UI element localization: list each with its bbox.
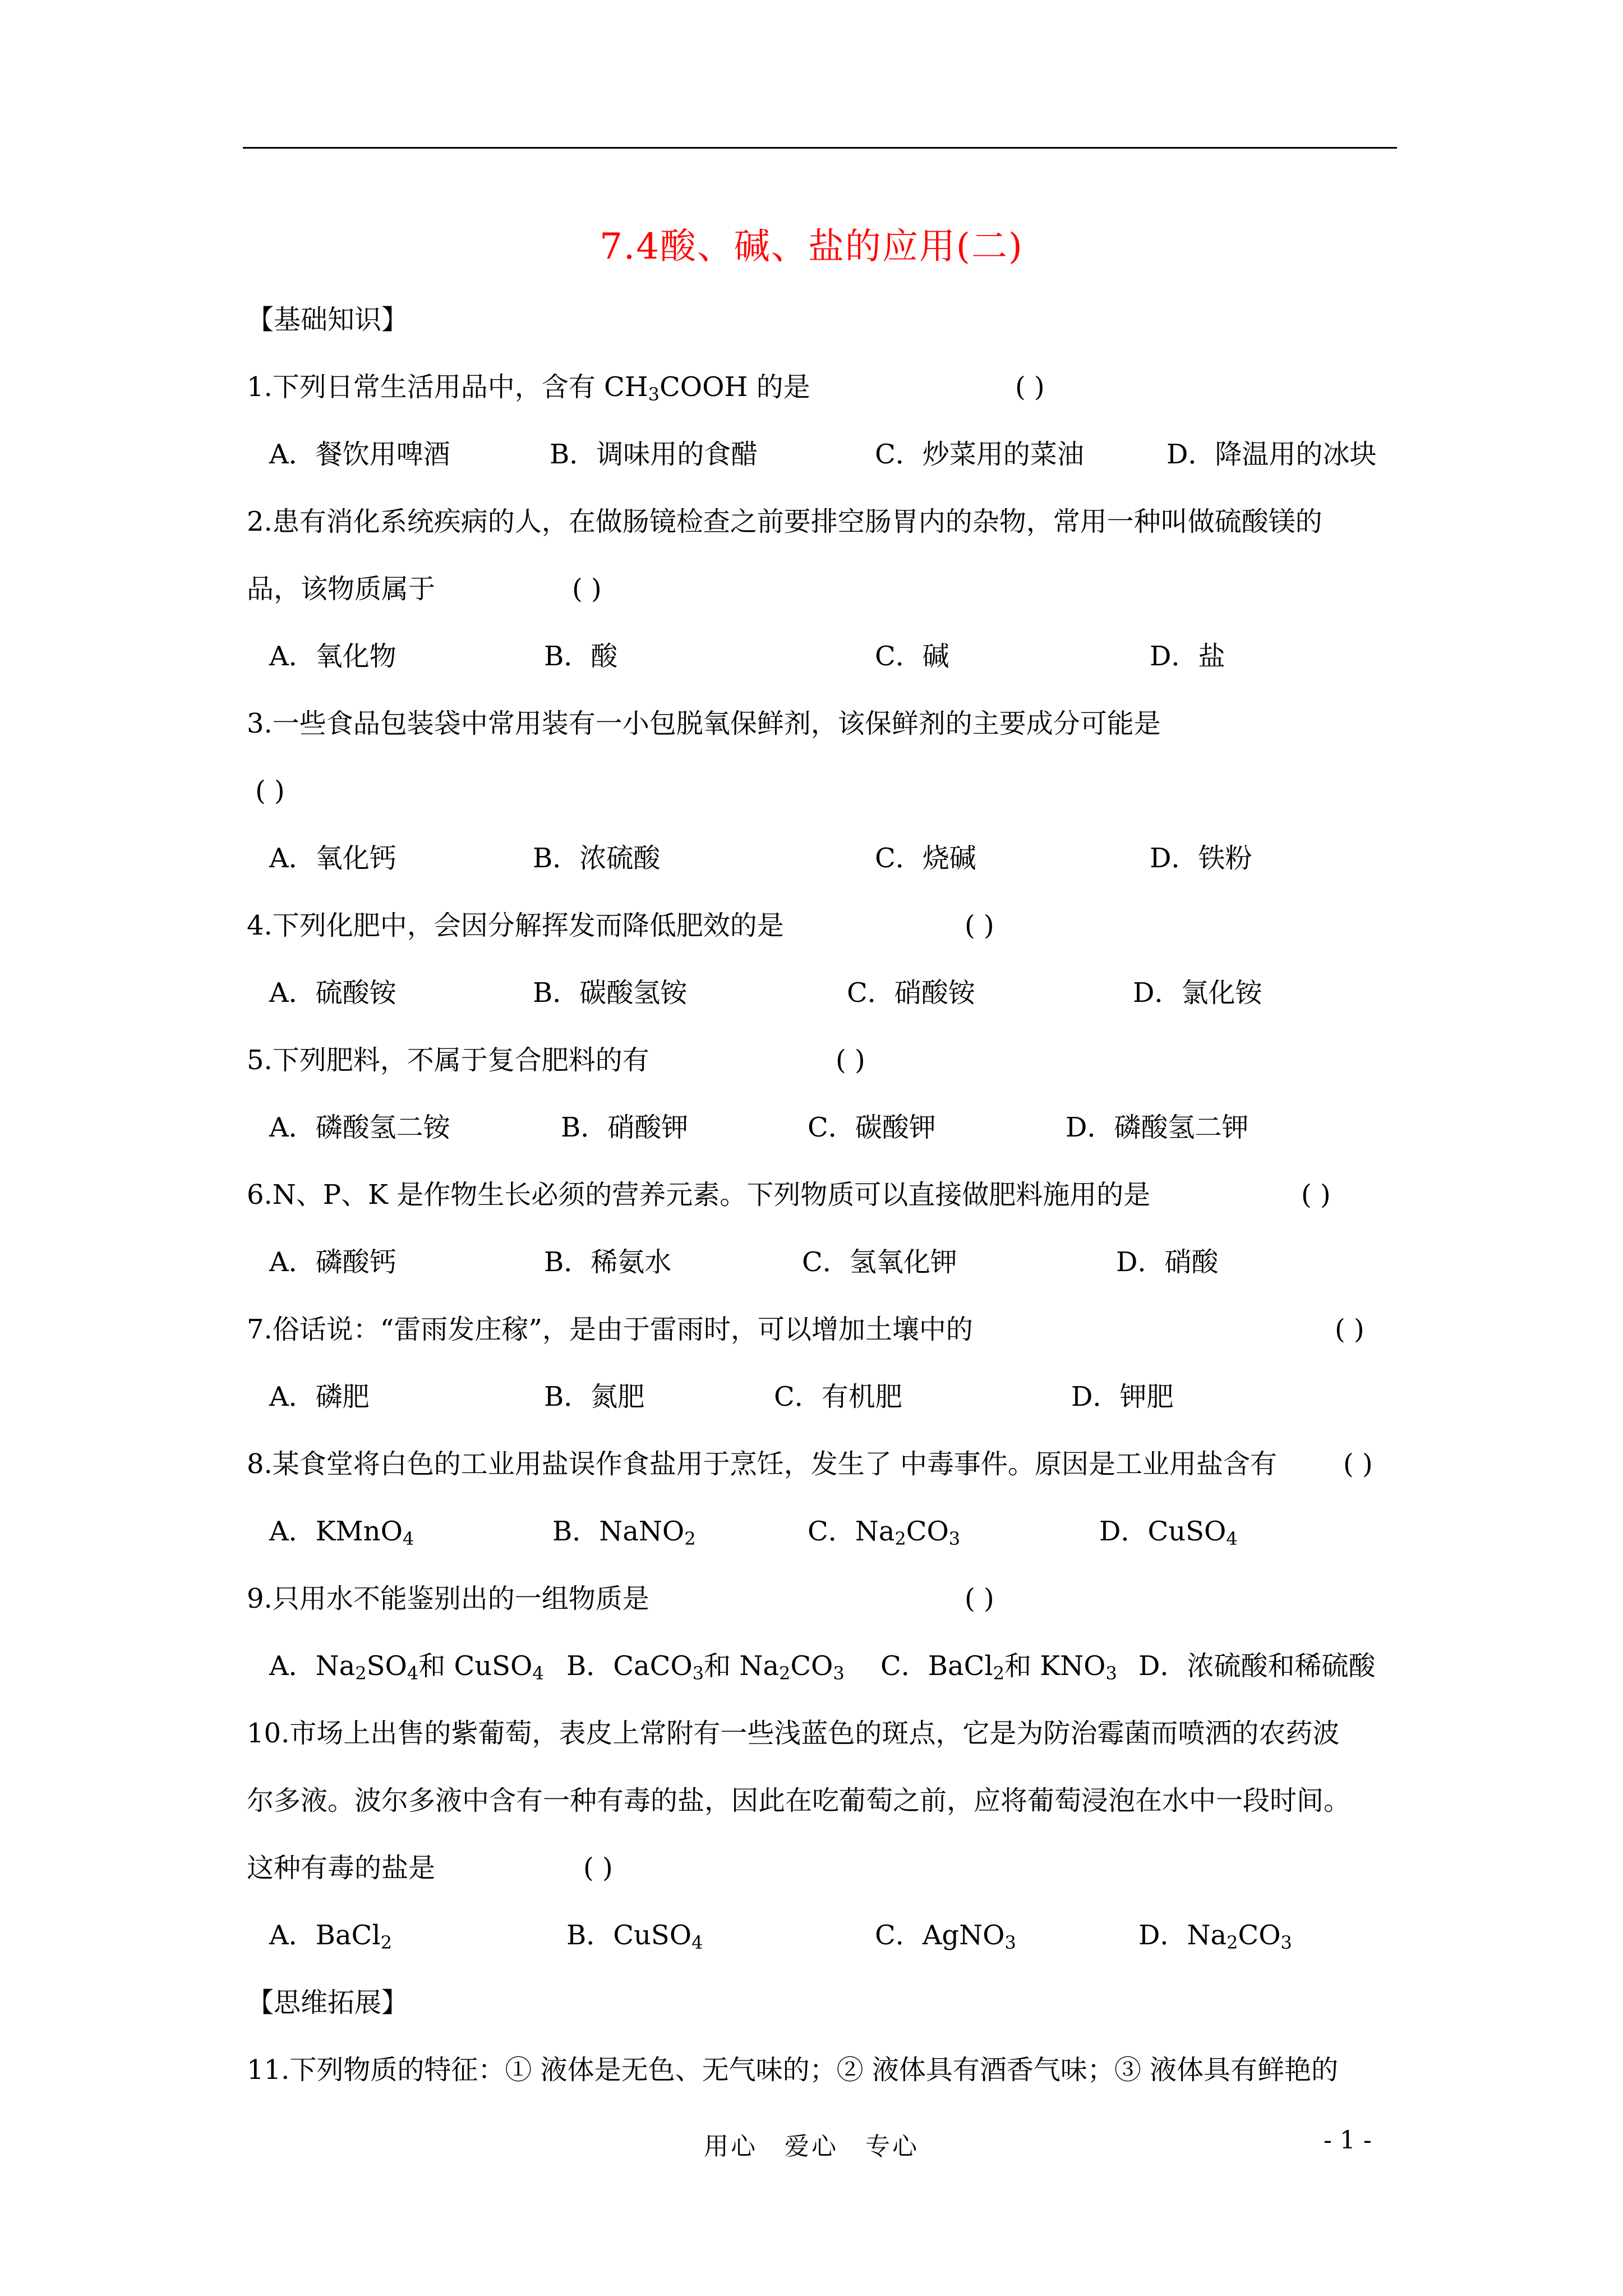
q9-option-c: C．BaCl$_2$和 $KNO_3$ [880, 1650, 1117, 1684]
q5-option-d: D．磷酸氢二钾 [1066, 1112, 1249, 1143]
question-6-stem: 6.N、P、K 是作物生长必须的营养元素。下列物质可以直接做肥料施用的是 [247, 1179, 1151, 1211]
question-10-stem-line2: 尔多液。波尔多液中含有一种有毒的盐，因此在吃葡萄之前，应将葡萄浸泡在水中一段时间。 [247, 1785, 1351, 1816]
q9-option-b: B．CaCO$_3$和 $Na_2CO_3$ [566, 1650, 845, 1684]
answer-blank: ( ) [1335, 1314, 1364, 1345]
q7-option-c: C．有机肥 [774, 1381, 902, 1412]
q2-option-a: A．氧化物 [269, 641, 396, 672]
q3-option-b: B．浓硫酸 [533, 843, 661, 874]
q9-option-d: D．浓硫酸和稀硫酸 [1138, 1650, 1376, 1682]
page-title: 7.4酸、碱、盐的应用(二) [600, 226, 1023, 268]
q4-option-a: A．硫酸铵 [269, 977, 396, 1009]
question-9-stem: 9.只用水不能鉴别出的一组物质是 [247, 1583, 649, 1614]
q8-option-b: B．NaNO$_2$ [552, 1516, 696, 1549]
q4-option-c: C．硝酸铵 [847, 977, 975, 1009]
answer-blank: ( ) [965, 910, 994, 941]
section-heading-basic: 【基础知识】 [247, 304, 409, 335]
question-7-stem: 7.俗话说：“雷雨发庄稼”，是由于雷雨时，可以增加土壤中的 [247, 1314, 973, 1345]
section-heading-extend: 【思维拓展】 [247, 1987, 409, 2018]
question-1-stem: 1.下列日常生活用品中，含有 $CH_3COOH$ 的是 [247, 371, 810, 405]
header-rule [243, 147, 1397, 149]
question-8-stem: 8.某食堂将白色的工业用盐误作食盐用于烹饪，发生了 中毒事件。原因是工业用盐含有 [247, 1448, 1278, 1480]
question-2-stem-line1: 2.患有消化系统疾病的人，在做肠镜检查之前要排空肠胃内的杂物，常用一种叫做硫酸镁的 [247, 506, 1322, 537]
answer-blank: ( ) [1343, 1448, 1373, 1480]
question-5-stem: 5.下列肥料，不属于复合肥料的有 [247, 1045, 649, 1076]
q10-option-c: C．AgNO$_3$ [875, 1920, 1016, 1953]
question-4-stem: 4.下列化肥中，会因分解挥发而降低肥效的是 [247, 910, 784, 941]
question-10-stem-line3: 这种有毒的盐是 [247, 1852, 436, 1884]
answer-blank: ( ) [572, 573, 602, 605]
q3-option-a: A．氧化钙 [269, 843, 396, 874]
q2-option-d: D．盐 [1150, 641, 1225, 672]
q8-option-c: C．$Na_2CO_3$ [808, 1516, 961, 1549]
page-number: - 1 - [1324, 2126, 1372, 2155]
q7-option-b: B．氮肥 [544, 1381, 645, 1412]
q4-option-b: B．碳酸氢铵 [533, 977, 688, 1009]
q7-option-a: A．磷肥 [269, 1381, 370, 1412]
q4-option-d: D．氯化铵 [1133, 977, 1262, 1009]
q3-option-d: D．铁粉 [1150, 843, 1252, 874]
answer-blank: ( ) [583, 1852, 613, 1884]
q3-option-c: C．烧碱 [875, 843, 976, 874]
q10-option-d: D．$Na_2CO_3$ [1138, 1920, 1292, 1953]
question-3-stem: 3.一些食品包装袋中常用装有一小包脱氧保鲜剂，该保鲜剂的主要成分可能是 [247, 708, 1161, 739]
q6-option-c: C．氢氧化钾 [802, 1246, 957, 1278]
q1-option-a: A．餐饮用啤酒 [269, 439, 450, 470]
answer-blank: ( ) [965, 1583, 994, 1614]
q9-option-a: A．$Na_2SO_4$和 CuSO$_4$ [269, 1650, 544, 1684]
answer-blank: ( ) [836, 1045, 865, 1076]
q10-option-a: A．BaCl$_2$ [269, 1920, 392, 1953]
q6-option-a: A．磷酸钙 [269, 1246, 396, 1278]
q8-option-d: D．CuSO$_4$ [1099, 1516, 1238, 1549]
answer-blank: ( ) [255, 775, 285, 807]
q6-option-b: B．稀氨水 [544, 1246, 672, 1278]
q2-option-c: C．碱 [875, 641, 949, 672]
q1-option-c: C．炒菜用的菜油 [875, 439, 1084, 470]
question-10-stem-line1: 10.市场上出售的紫葡萄，表皮上常附有一些浅蓝色的斑点，它是为防治霉菌而喷洒的农药波 [247, 1718, 1340, 1749]
q2-option-b: B．酸 [544, 641, 618, 672]
q6-option-d: D．硝酸 [1116, 1246, 1219, 1278]
q5-option-a: A．磷酸氢二铵 [269, 1112, 450, 1143]
answer-blank: ( ) [1301, 1179, 1331, 1211]
q10-option-b: B．CuSO$_4$ [566, 1920, 703, 1953]
q7-option-d: D．钾肥 [1071, 1381, 1174, 1412]
q1-option-d: D．降温用的冰块 [1166, 439, 1377, 470]
q8-option-a: A．KMnO$_4$ [269, 1516, 414, 1549]
q1-option-b: B．调味用的食醋 [550, 439, 758, 470]
page-footer: 用心 爱心 专心 [704, 2132, 919, 2161]
question-2-stem-line2: 品，该物质属于 [247, 573, 436, 605]
q5-option-b: B．硝酸钾 [561, 1112, 689, 1143]
answer-blank: ( ) [1015, 371, 1045, 403]
question-11-stem: 11.下列物质的特征：① 液体是无色、无气味的；② 液体具有酒香气味；③ 液体具有鲜艳的 [247, 2054, 1339, 2086]
q5-option-c: C．碳酸钾 [808, 1112, 936, 1143]
